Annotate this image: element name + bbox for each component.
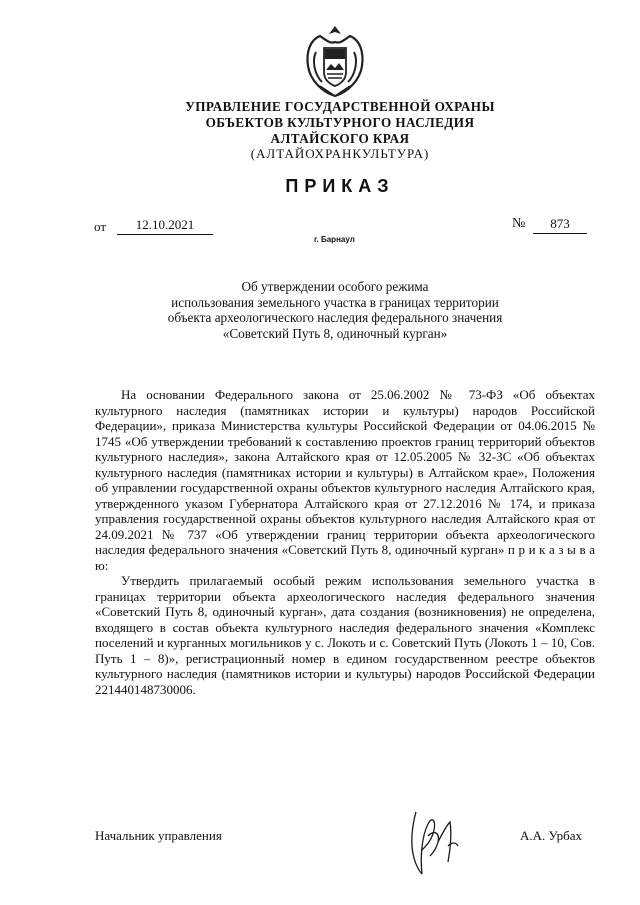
signatory-name: А.А. Урбах <box>520 828 582 843</box>
coat-of-arms-icon <box>300 22 370 100</box>
document-type-title: ПРИКАЗ <box>285 176 395 196</box>
subject-line: Об утверждении особого режима <box>241 279 429 294</box>
signatory-role: Начальник управления <box>95 828 222 843</box>
body-paragraph: Утвердить прилагаемый особый режим использования земельного участка в границах территории объекта археологического наследия федерального значения «Советский Путь 8, одиночный курган», дата создания (возникновения) не определена, входящего в состав объекта культурного наследия федерального значения «Комплекс поселений и курганных могильников у с. Локоть и с. Советский Путь (Локоть 1 – 10, Сов. Путь 1 – 8)», регистрационный номер в едином государственном реестре объектов культурного наследия (памятников истории и культуры) народов Российской Федерации 221440148730006. <box>95 573 595 697</box>
document-date: 12.10.2021 <box>117 217 213 235</box>
organization-abbreviation: (АЛТАЙОХРАНКУЛЬТУРА) <box>250 146 430 161</box>
date-label: от <box>94 219 107 234</box>
number-label: № <box>512 216 526 231</box>
subject-line: «Советский Путь 8, одиночный курган» <box>222 325 448 341</box>
organization-line: АЛТАЙСКОГО КРАЯ <box>270 131 410 146</box>
organization-line: УПРАВЛЕНИЕ ГОСУДАРСТВЕННОЙ ОХРАНЫ <box>185 99 495 114</box>
city-label: г. Барнаул <box>314 235 355 244</box>
subject-line: использования земельного участка в границах территории <box>171 294 499 310</box>
document-subject <box>100 279 570 341</box>
subject-line: объекта археологического наследия федерального значения <box>167 310 503 325</box>
document-body <box>95 387 595 697</box>
organization-line: ОБЪЕКТОВ КУЛЬТУРНОГО НАСЛЕДИЯ <box>205 115 475 130</box>
document-number: 873 <box>533 216 587 234</box>
handwritten-signature-icon <box>402 806 464 876</box>
body-paragraph: На основании Федерального закона от 25.06.2002 № 73-ФЗ «Об объектах культурного наследия (памятниках истории и культуры) народов Российской Федерации», приказа Министерства культуры Российской Федерации от 04.06.2015 № 1745 «Об утверждении требований к составлению проектов границ территорий объектов культурного наследия», закона Алтайского края от 12.05.2005 № 32-ЗС «Об объектах культурного наследия (памятниках истории и культуры) в Алтайском крае», Положения об управлении государственной охраны объектов культурного наследия Алтайского края, утвержденного указом Губернатора Алтайского края от 27.12.2016 № 174, и приказа управления государственной охраны объектов культурного наследия Алтайского края от 24.09.2021 № 737 «Об утверждении границ территории объекта археологического наследия федерального значения «Советский Путь 8, одиночный курган» п р и к а з ы в а ю: <box>95 387 595 573</box>
organization-name <box>120 99 560 147</box>
